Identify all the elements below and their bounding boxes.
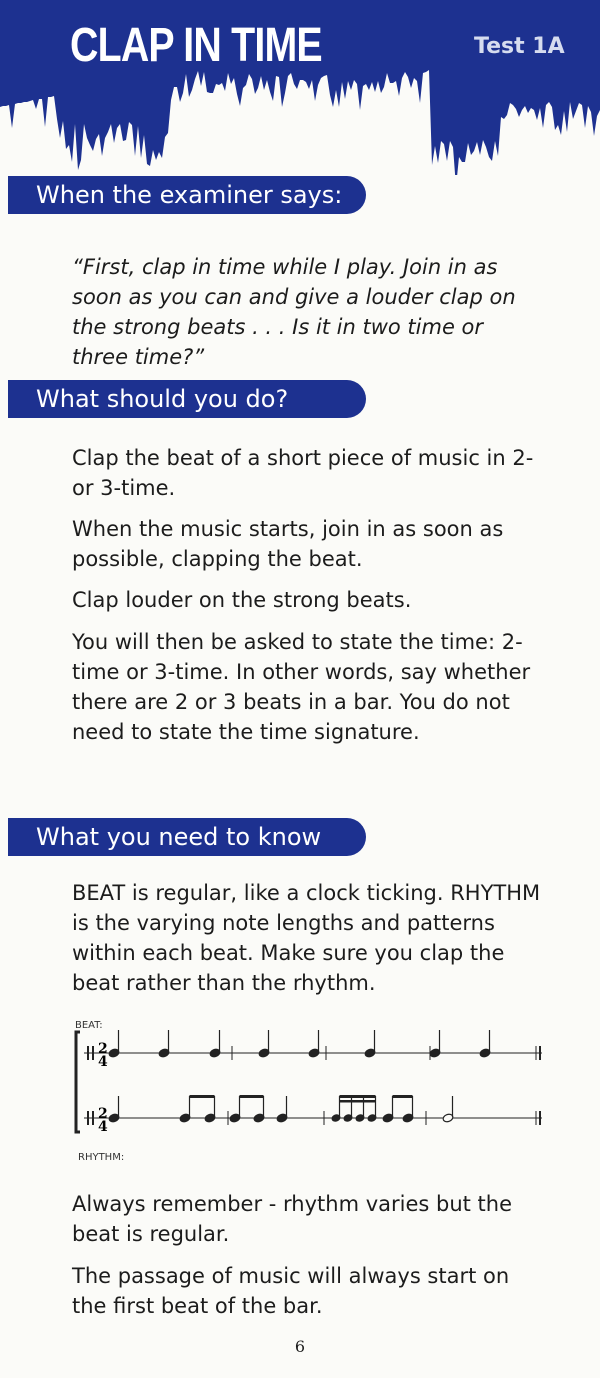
page-title: CLAP IN TIME [70, 19, 322, 72]
examiner-quote: “First, clap in time while I play. Join in as soon as you can and give a louder clap on the strong beats . . . Is it in two time or three time?” [72, 255, 516, 369]
beat-label: BEAT: [75, 1020, 103, 1031]
rhythm-label: RHYTHM: [78, 1152, 125, 1163]
beat-notes [108, 1030, 491, 1058]
system-bracket [76, 1032, 80, 1132]
section-heading-todo: What should you do? [8, 380, 366, 418]
percussion-clef-icon [88, 1046, 93, 1125]
rhythm-timesig-bottom: 4 [98, 1119, 108, 1135]
beat-timesig-top: 2 [98, 1041, 108, 1057]
know-paragraph-3: The passage of music will always start on the first beat of the bar. [72, 1264, 510, 1318]
todo-paragraph-3: Clap louder on the strong beats. [72, 588, 412, 612]
page-number: 6 [294, 1337, 306, 1356]
rhythm-timesig-top: 2 [98, 1106, 108, 1122]
section-heading-know: What you need to know [8, 818, 366, 856]
rhythm-notes [108, 1095, 454, 1123]
todo-paragraph-1: Clap the beat of a short piece of music in 2- or 3-time. [72, 446, 534, 500]
todo-paragraph-2: When the music starts, join in as soon as possible, clapping the beat. [72, 517, 504, 571]
know-paragraph-2: Always remember - rhythm varies but the beat is regular. [72, 1192, 513, 1246]
beat-rhythm-notation [70, 1020, 550, 1165]
todo-paragraph-4: You will then be asked to state the time: 2-time or 3-time. In other words, say whether there are 2 or 3 beats in a bar. You do not need to state the time signature. [72, 630, 531, 744]
know-paragraph-1: BEAT is regular, like a clock ticking. RHYTHM is the varying note lengths and patterns within each beat. Make sure you clap the beat rather than the rhythm. [72, 881, 541, 995]
beat-timesig-bottom: 4 [98, 1054, 108, 1070]
section-heading-examiner: When the examiner says: [8, 176, 366, 214]
test-label: Test 1A [474, 34, 565, 59]
